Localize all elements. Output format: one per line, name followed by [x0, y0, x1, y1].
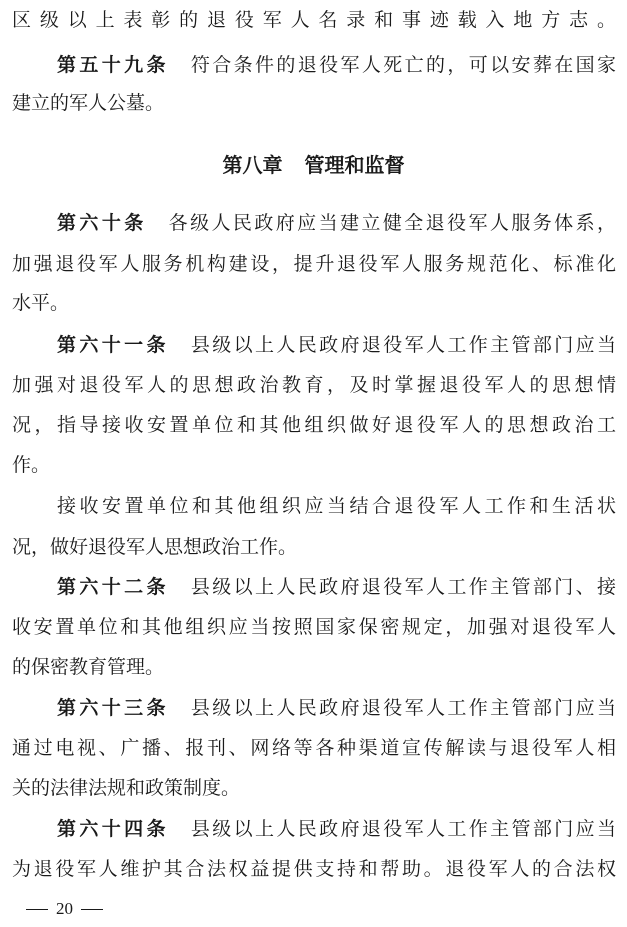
text-span: 县级以上人民政府退役军人工作主管部门应当	[190, 697, 616, 719]
article-62-line	[57, 575, 616, 599]
text-line: 加强退役军人服务机构建设，提升退役军人服务规范化、标准化	[12, 253, 616, 275]
text-line: 关的法律法规和政策制度。	[12, 777, 241, 799]
text-line: 建立的军人公墓。	[12, 92, 165, 114]
article-label: 第六十三条	[57, 697, 169, 719]
article-label: 第六十二条	[57, 576, 169, 598]
chapter-title: 管理和监督	[304, 153, 405, 177]
text-line: 区级以上表彰的退役军人名录和事迹载入地方志。	[12, 9, 616, 31]
dash-left	[26, 909, 48, 910]
text-line: 的保密教育管理。	[12, 656, 165, 678]
article-label: 第六十一条	[57, 334, 169, 356]
dash-right	[81, 909, 103, 910]
text-span: 县级以上人民政府退役军人工作主管部门应当	[190, 334, 616, 356]
article-63-line	[57, 696, 616, 720]
text-line: 作。	[12, 454, 51, 476]
chapter-number: 第八章	[222, 153, 283, 177]
article-label: 第五十九条	[57, 54, 169, 76]
text-line: 况，指导接收安置单位和其他组织做好退役军人的思想政治工	[12, 414, 616, 436]
text-line: 接收安置单位和其他组织应当结合退役军人工作和生活状	[57, 495, 616, 517]
chapter-heading	[0, 152, 627, 178]
text-span: 县级以上人民政府退役军人工作主管部门应当	[190, 818, 616, 840]
article-64-line	[57, 817, 616, 841]
text-span: 县级以上人民政府退役军人工作主管部门、接	[190, 576, 616, 598]
text-line: 为退役军人维护其合法权益提供支持和帮助。退役军人的合法权	[12, 858, 616, 880]
text-line: 水平。	[12, 292, 70, 314]
text-line: 通过电视、广播、报刊、网络等各种渠道宣传解读与退役军人相	[12, 737, 616, 759]
page-number	[26, 898, 103, 920]
article-59-line	[57, 53, 616, 77]
article-label: 第六十四条	[57, 818, 169, 840]
text-span: 符合条件的退役军人死亡的，可以安葬在国家	[190, 54, 616, 76]
article-60-line	[57, 211, 616, 235]
text-line: 况，做好退役军人思想政治工作。	[12, 536, 298, 558]
text-span: 各级人民政府应当建立健全退役军人服务体系，	[168, 212, 616, 234]
page-number-value: 20	[56, 899, 73, 918]
article-label: 第六十条	[57, 212, 147, 234]
text-line: 加强对退役军人的思想政治教育，及时掌握退役军人的思想情	[12, 374, 616, 396]
article-61-line	[57, 333, 616, 357]
text-line: 收安置单位和其他组织应当按照国家保密规定，加强对退役军人	[12, 616, 616, 638]
